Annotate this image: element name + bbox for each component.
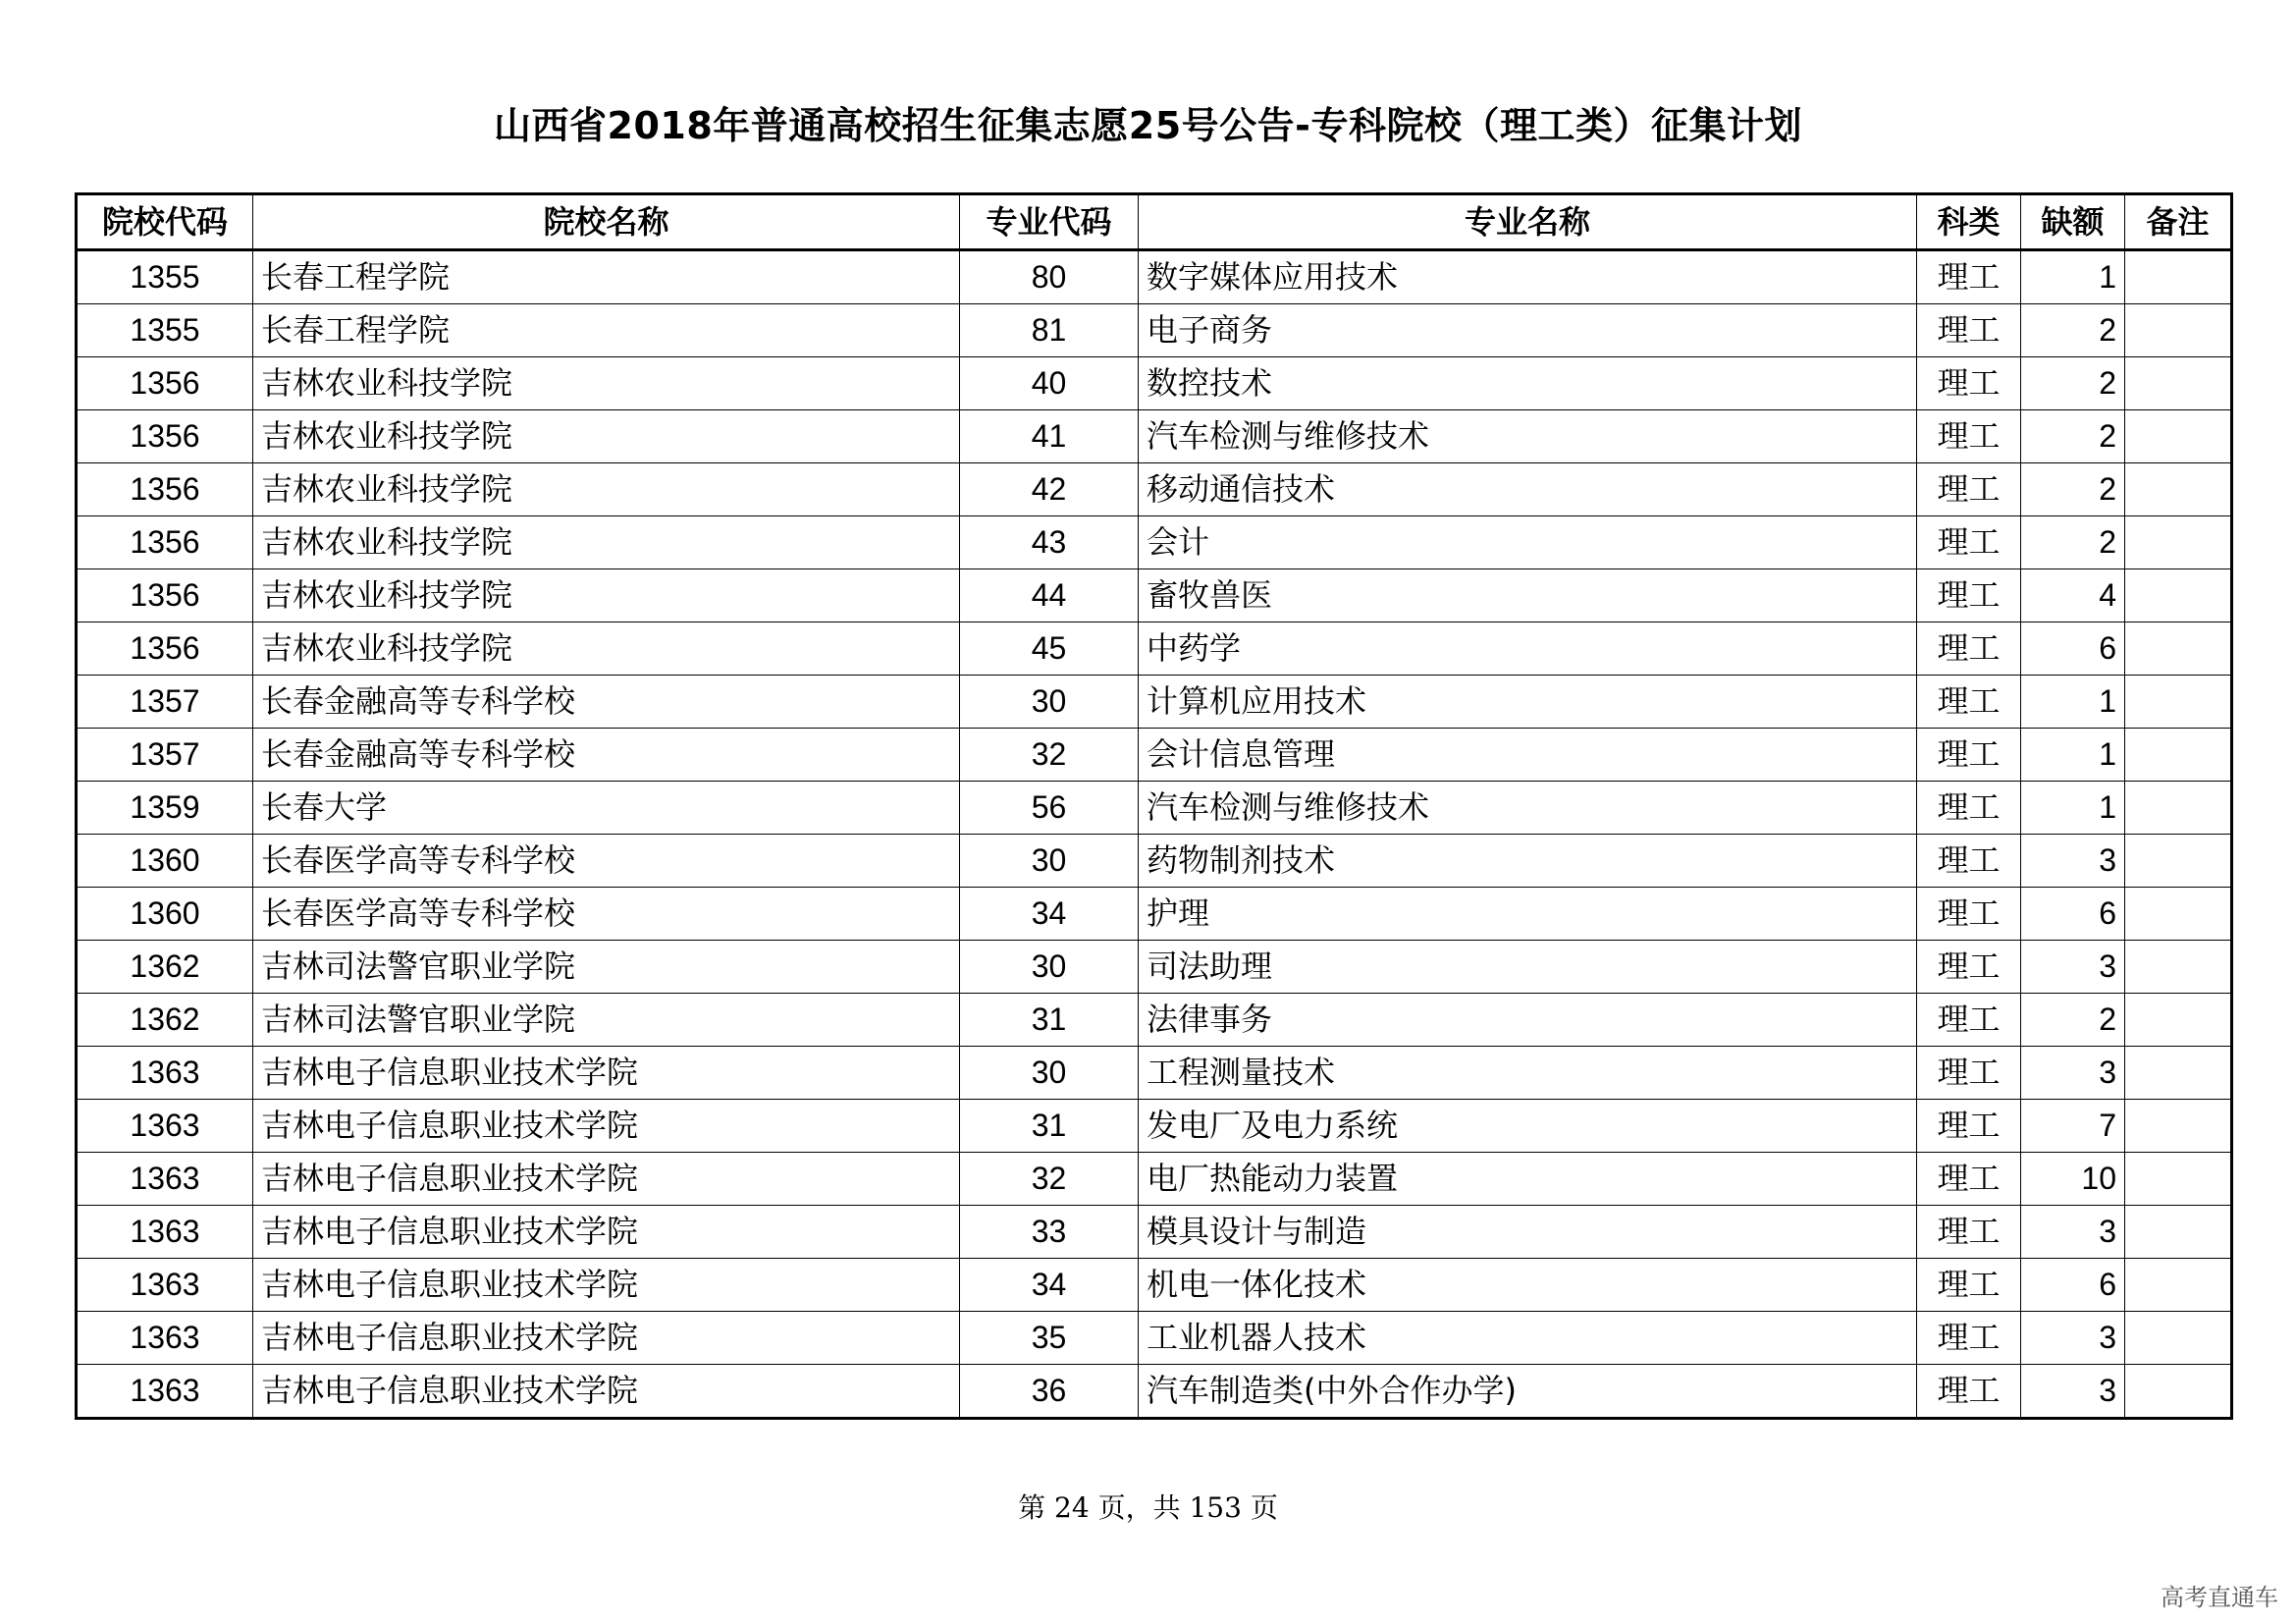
category-cell: 理工 bbox=[1917, 463, 2021, 516]
table-row bbox=[77, 1312, 2232, 1365]
school-name-cell: 长春医学高等专科学校 bbox=[253, 835, 960, 888]
school-name-cell: 长春金融高等专科学校 bbox=[253, 729, 960, 782]
remarks-cell bbox=[2125, 1153, 2232, 1206]
vacancy-cell: 1 bbox=[2021, 250, 2125, 304]
vacancy-cell: 1 bbox=[2021, 782, 2125, 835]
major-name-cell: 模具设计与制造 bbox=[1139, 1206, 1917, 1259]
column-header-major-name: 专业名称 bbox=[1139, 194, 1917, 250]
vacancy-cell: 3 bbox=[2021, 1312, 2125, 1365]
table-row bbox=[77, 941, 2232, 994]
table-row bbox=[77, 835, 2232, 888]
vacancy-cell: 1 bbox=[2021, 676, 2125, 729]
table-row bbox=[77, 569, 2232, 623]
major-code-cell: 40 bbox=[960, 357, 1139, 410]
school-name-cell: 吉林电子信息职业技术学院 bbox=[253, 1206, 960, 1259]
remarks-cell bbox=[2125, 569, 2232, 623]
category-cell: 理工 bbox=[1917, 304, 2021, 357]
major-code-cell: 81 bbox=[960, 304, 1139, 357]
school-code-cell: 1356 bbox=[77, 410, 253, 463]
category-cell: 理工 bbox=[1917, 1259, 2021, 1312]
school-name-cell: 吉林农业科技学院 bbox=[253, 463, 960, 516]
school-code-cell: 1356 bbox=[77, 463, 253, 516]
major-code-cell: 80 bbox=[960, 250, 1139, 304]
major-code-cell: 44 bbox=[960, 569, 1139, 623]
remarks-cell bbox=[2125, 1365, 2232, 1419]
major-code-cell: 56 bbox=[960, 782, 1139, 835]
major-name-cell: 会计 bbox=[1139, 516, 1917, 569]
major-code-cell: 45 bbox=[960, 623, 1139, 676]
major-name-cell: 数控技术 bbox=[1139, 357, 1917, 410]
vacancy-cell: 7 bbox=[2021, 1100, 2125, 1153]
major-code-cell: 30 bbox=[960, 676, 1139, 729]
table-header bbox=[77, 194, 2232, 250]
major-name-cell: 计算机应用技术 bbox=[1139, 676, 1917, 729]
school-name-cell: 长春大学 bbox=[253, 782, 960, 835]
school-name-cell: 吉林电子信息职业技术学院 bbox=[253, 1047, 960, 1100]
remarks-cell bbox=[2125, 1312, 2232, 1365]
major-name-cell: 电子商务 bbox=[1139, 304, 1917, 357]
vacancy-cell: 6 bbox=[2021, 1259, 2125, 1312]
category-cell: 理工 bbox=[1917, 410, 2021, 463]
school-name-cell: 长春医学高等专科学校 bbox=[253, 888, 960, 941]
remarks-cell bbox=[2125, 516, 2232, 569]
table-row bbox=[77, 357, 2232, 410]
table-row bbox=[77, 782, 2232, 835]
column-header-major-code: 专业代码 bbox=[960, 194, 1139, 250]
major-code-cell: 30 bbox=[960, 1047, 1139, 1100]
major-code-cell: 30 bbox=[960, 835, 1139, 888]
category-cell: 理工 bbox=[1917, 1365, 2021, 1419]
remarks-cell bbox=[2125, 676, 2232, 729]
major-code-cell: 32 bbox=[960, 729, 1139, 782]
major-name-cell: 会计信息管理 bbox=[1139, 729, 1917, 782]
vacancy-cell: 2 bbox=[2021, 994, 2125, 1047]
major-name-cell: 工程测量技术 bbox=[1139, 1047, 1917, 1100]
major-name-cell: 司法助理 bbox=[1139, 941, 1917, 994]
school-code-cell: 1356 bbox=[77, 623, 253, 676]
major-code-cell: 35 bbox=[960, 1312, 1139, 1365]
table-row bbox=[77, 888, 2232, 941]
table-row bbox=[77, 1259, 2232, 1312]
major-name-cell: 汽车检测与维修技术 bbox=[1139, 782, 1917, 835]
category-cell: 理工 bbox=[1917, 729, 2021, 782]
major-name-cell: 发电厂及电力系统 bbox=[1139, 1100, 1917, 1153]
vacancy-cell: 6 bbox=[2021, 888, 2125, 941]
category-cell: 理工 bbox=[1917, 835, 2021, 888]
major-code-cell: 43 bbox=[960, 516, 1139, 569]
major-name-cell: 中药学 bbox=[1139, 623, 1917, 676]
major-code-cell: 41 bbox=[960, 410, 1139, 463]
major-name-cell: 汽车制造类(中外合作办学) bbox=[1139, 1365, 1917, 1419]
category-cell: 理工 bbox=[1917, 1312, 2021, 1365]
vacancy-cell: 3 bbox=[2021, 941, 2125, 994]
remarks-cell bbox=[2125, 888, 2232, 941]
remarks-cell bbox=[2125, 304, 2232, 357]
school-name-cell: 吉林电子信息职业技术学院 bbox=[253, 1153, 960, 1206]
category-cell: 理工 bbox=[1917, 941, 2021, 994]
vacancy-cell: 2 bbox=[2021, 410, 2125, 463]
school-name-cell: 吉林农业科技学院 bbox=[253, 410, 960, 463]
major-name-cell: 法律事务 bbox=[1139, 994, 1917, 1047]
school-code-cell: 1360 bbox=[77, 835, 253, 888]
school-code-cell: 1363 bbox=[77, 1259, 253, 1312]
table-row bbox=[77, 250, 2232, 304]
table-row bbox=[77, 1153, 2232, 1206]
school-name-cell: 吉林农业科技学院 bbox=[253, 623, 960, 676]
remarks-cell bbox=[2125, 835, 2232, 888]
column-header-category: 科类 bbox=[1917, 194, 2021, 250]
major-code-cell: 30 bbox=[960, 941, 1139, 994]
school-name-cell: 吉林农业科技学院 bbox=[253, 516, 960, 569]
page-number-footer: 第 24 页，共 153 页 bbox=[1018, 1491, 1278, 1524]
category-cell: 理工 bbox=[1917, 888, 2021, 941]
category-cell: 理工 bbox=[1917, 250, 2021, 304]
school-name-cell: 长春工程学院 bbox=[253, 304, 960, 357]
column-header-vacancy: 缺额 bbox=[2021, 194, 2125, 250]
vacancy-cell: 3 bbox=[2021, 1206, 2125, 1259]
category-cell: 理工 bbox=[1917, 357, 2021, 410]
vacancy-cell: 6 bbox=[2021, 623, 2125, 676]
category-cell: 理工 bbox=[1917, 516, 2021, 569]
major-name-cell: 移动通信技术 bbox=[1139, 463, 1917, 516]
remarks-cell bbox=[2125, 250, 2232, 304]
school-code-cell: 1356 bbox=[77, 357, 253, 410]
major-code-cell: 34 bbox=[960, 888, 1139, 941]
school-code-cell: 1363 bbox=[77, 1312, 253, 1365]
header-row bbox=[77, 194, 2232, 250]
category-cell: 理工 bbox=[1917, 676, 2021, 729]
major-name-cell: 工业机器人技术 bbox=[1139, 1312, 1917, 1365]
remarks-cell bbox=[2125, 1259, 2232, 1312]
school-name-cell: 吉林司法警官职业学院 bbox=[253, 994, 960, 1047]
remarks-cell bbox=[2125, 729, 2232, 782]
column-header-school-name: 院校名称 bbox=[253, 194, 960, 250]
table-row bbox=[77, 1047, 2232, 1100]
school-code-cell: 1362 bbox=[77, 994, 253, 1047]
column-header-school-code: 院校代码 bbox=[77, 194, 253, 250]
school-code-cell: 1360 bbox=[77, 888, 253, 941]
major-name-cell: 畜牧兽医 bbox=[1139, 569, 1917, 623]
school-name-cell: 吉林司法警官职业学院 bbox=[253, 941, 960, 994]
school-code-cell: 1356 bbox=[77, 516, 253, 569]
major-code-cell: 42 bbox=[960, 463, 1139, 516]
remarks-cell bbox=[2125, 357, 2232, 410]
remarks-cell bbox=[2125, 623, 2232, 676]
category-cell: 理工 bbox=[1917, 569, 2021, 623]
category-cell: 理工 bbox=[1917, 1100, 2021, 1153]
vacancy-cell: 2 bbox=[2021, 357, 2125, 410]
table-row bbox=[77, 994, 2232, 1047]
remarks-cell bbox=[2125, 994, 2232, 1047]
category-cell: 理工 bbox=[1917, 1047, 2021, 1100]
school-name-cell: 吉林电子信息职业技术学院 bbox=[253, 1365, 960, 1419]
table-row bbox=[77, 676, 2232, 729]
category-cell: 理工 bbox=[1917, 994, 2021, 1047]
major-code-cell: 33 bbox=[960, 1206, 1139, 1259]
major-code-cell: 36 bbox=[960, 1365, 1139, 1419]
remarks-cell bbox=[2125, 1100, 2232, 1153]
school-code-cell: 1356 bbox=[77, 569, 253, 623]
category-cell: 理工 bbox=[1917, 782, 2021, 835]
school-code-cell: 1363 bbox=[77, 1100, 253, 1153]
major-code-cell: 32 bbox=[960, 1153, 1139, 1206]
school-code-cell: 1355 bbox=[77, 250, 253, 304]
table-row bbox=[77, 463, 2232, 516]
school-name-cell: 吉林电子信息职业技术学院 bbox=[253, 1312, 960, 1365]
school-code-cell: 1363 bbox=[77, 1365, 253, 1419]
table-row bbox=[77, 1365, 2232, 1419]
school-name-cell: 吉林农业科技学院 bbox=[253, 357, 960, 410]
table-row bbox=[77, 516, 2232, 569]
category-cell: 理工 bbox=[1917, 1206, 2021, 1259]
category-cell: 理工 bbox=[1917, 623, 2021, 676]
remarks-cell bbox=[2125, 782, 2232, 835]
vacancy-cell: 2 bbox=[2021, 516, 2125, 569]
major-name-cell: 机电一体化技术 bbox=[1139, 1259, 1917, 1312]
remarks-cell bbox=[2125, 463, 2232, 516]
table-row bbox=[77, 1100, 2232, 1153]
table-row bbox=[77, 304, 2232, 357]
school-code-cell: 1355 bbox=[77, 304, 253, 357]
table-row bbox=[77, 623, 2232, 676]
school-name-cell: 吉林电子信息职业技术学院 bbox=[253, 1259, 960, 1312]
table-row bbox=[77, 1206, 2232, 1259]
major-name-cell: 汽车检测与维修技术 bbox=[1139, 410, 1917, 463]
major-name-cell: 护理 bbox=[1139, 888, 1917, 941]
table-body bbox=[77, 250, 2232, 1419]
remarks-cell bbox=[2125, 941, 2232, 994]
table-row bbox=[77, 729, 2232, 782]
school-name-cell: 吉林电子信息职业技术学院 bbox=[253, 1100, 960, 1153]
major-code-cell: 31 bbox=[960, 994, 1139, 1047]
vacancy-cell: 10 bbox=[2021, 1153, 2125, 1206]
school-code-cell: 1357 bbox=[77, 729, 253, 782]
major-code-cell: 34 bbox=[960, 1259, 1139, 1312]
major-code-cell: 31 bbox=[960, 1100, 1139, 1153]
school-code-cell: 1363 bbox=[77, 1206, 253, 1259]
school-code-cell: 1363 bbox=[77, 1047, 253, 1100]
vacancy-cell: 3 bbox=[2021, 1047, 2125, 1100]
school-name-cell: 吉林农业科技学院 bbox=[253, 569, 960, 623]
school-code-cell: 1359 bbox=[77, 782, 253, 835]
vacancy-cell: 4 bbox=[2021, 569, 2125, 623]
school-code-cell: 1363 bbox=[77, 1153, 253, 1206]
remarks-cell bbox=[2125, 410, 2232, 463]
major-name-cell: 数字媒体应用技术 bbox=[1139, 250, 1917, 304]
admission-plan-table bbox=[75, 192, 2233, 1420]
remarks-cell bbox=[2125, 1206, 2232, 1259]
vacancy-cell: 2 bbox=[2021, 463, 2125, 516]
vacancy-cell: 3 bbox=[2021, 835, 2125, 888]
vacancy-cell: 1 bbox=[2021, 729, 2125, 782]
category-cell: 理工 bbox=[1917, 1153, 2021, 1206]
remarks-cell bbox=[2125, 1047, 2232, 1100]
vacancy-cell: 2 bbox=[2021, 304, 2125, 357]
column-header-remarks: 备注 bbox=[2125, 194, 2232, 250]
school-name-cell: 长春金融高等专科学校 bbox=[253, 676, 960, 729]
vacancy-cell: 3 bbox=[2021, 1365, 2125, 1419]
school-code-cell: 1357 bbox=[77, 676, 253, 729]
major-name-cell: 药物制剂技术 bbox=[1139, 835, 1917, 888]
watermark-text: 高考直通车 bbox=[2161, 1584, 2278, 1611]
document-title: 山西省2018年普通高校招生征集志愿25号公告-专科院校（理工类）征集计划 bbox=[494, 104, 1802, 147]
table-row bbox=[77, 410, 2232, 463]
school-code-cell: 1362 bbox=[77, 941, 253, 994]
major-name-cell: 电厂热能动力装置 bbox=[1139, 1153, 1917, 1206]
school-name-cell: 长春工程学院 bbox=[253, 250, 960, 304]
